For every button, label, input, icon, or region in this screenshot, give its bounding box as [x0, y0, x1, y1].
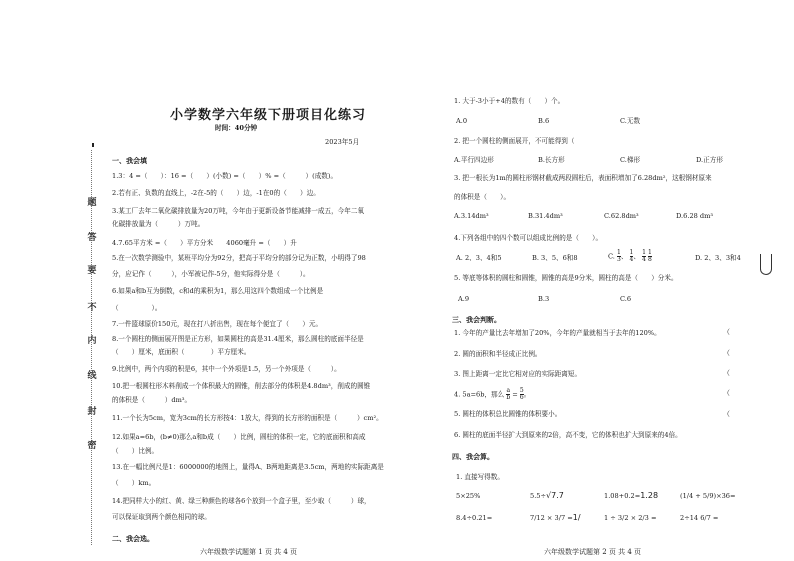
binding-char: 答: [87, 233, 97, 243]
answer-paren: （: [723, 389, 730, 397]
exam-title: 小学数学六年级下册项目化练习: [170, 108, 367, 123]
binding-char: 要: [87, 266, 97, 276]
option: C.无数: [620, 117, 641, 125]
choice-q4: 4.下列各组中的四个数可以组成比例的是（ ）。: [454, 234, 603, 242]
question-line: 的体积是（ ）dm³。: [112, 396, 192, 404]
answer-paren: （: [723, 349, 730, 357]
binding-line: [91, 150, 92, 545]
question-line: 12.如果a=6b，(b≠0)那么a和b成（ ）比例，圆柱的体积一定，它的底面积和高成: [112, 433, 366, 441]
question-line: 4.7.65平方米 =（ ）平方分米 4060毫升 =（ ）升: [112, 239, 297, 247]
scan-mark: [92, 143, 94, 147]
question-line: 5.在一次数学测验中，某班平均分为92分，把高于平均分的部分记为正数，小明得了98: [112, 254, 366, 262]
option-c: C. $\frac{1}{3}$ 、 $\frac{1}{4}$ 、 $\frac{1}{4}$ $\frac{1}{8}$: [608, 249, 652, 263]
exam-date: 2023年5月: [325, 138, 360, 146]
handwritten-answer: 1/: [572, 513, 581, 522]
question-line: 7.一件篮球原价150元，现在打八折出售，现在每个便宜了（ ）元。: [112, 320, 323, 328]
option: B.长方形: [538, 156, 565, 164]
option: A.9: [458, 295, 470, 303]
exam-time: 时间：40分钟: [215, 124, 258, 132]
pencil-mark: [760, 254, 772, 275]
calc-subtitle: 1. 直接写得数。: [456, 473, 504, 481]
binding-char: 密: [87, 441, 97, 451]
handwritten-answer: 1.28: [640, 491, 659, 500]
option: A. 2、3、4和5: [456, 254, 502, 262]
judge-item: 5. 圆柱的体积总比圆锥的体积要小。: [454, 410, 562, 418]
calc-item: 2÷14 6/7 =: [680, 514, 719, 522]
page-footer: 六年级数学试题第 2 页 共 4 页: [544, 548, 642, 556]
calc-item: 1 ÷ 3/2 × 2/3 =: [604, 514, 657, 522]
binding-char: 内: [87, 336, 97, 346]
option: B.3: [538, 295, 550, 303]
judge-item: 3. 图上距离一定比它相对应的实际距离短。: [454, 370, 582, 378]
choice-q5: 5. 等底等体积的圆柱和圆锥，圆锥的高是9分米，圆柱的高是（ ）分米。: [454, 274, 678, 282]
binding-char: 线: [87, 371, 97, 381]
option: B. 3、5、6和8: [532, 254, 578, 262]
calc-item: (1/4 + 5/9)×36=: [680, 492, 736, 500]
question-line: 3.某工厂去年二氧化碳排放量为20万吨，今年由于更新设备节能减排一成五，今年二氧: [112, 207, 365, 215]
answer-paren: （: [723, 410, 730, 418]
judge-item: 1. 今年的产量比去年增加了20%，今年的产量就相当于去年的120%。: [454, 329, 661, 337]
calc-item: 7/12 × 3/7 =1/: [530, 513, 581, 522]
question-line: 可以保证取到两个颜色相同的球。: [112, 513, 211, 521]
option: B.6: [538, 117, 550, 125]
question-line: （ ）厘米，底面积（ ）平方厘米。: [112, 348, 251, 356]
option: B.31.4dm³: [528, 212, 563, 220]
answer-paren: （: [723, 369, 730, 377]
option: C.62.8dm³: [604, 212, 639, 220]
question-line: （ ）。: [112, 304, 162, 312]
judge-item: 6. 圆柱的底面半径扩大到原来的2倍，高不变，它的体积也扩大到原来的4倍。: [454, 431, 682, 439]
section-fill-in: 一、我会填: [112, 156, 147, 165]
fraction: $\frac{1}{3}$: [617, 249, 621, 263]
fraction: $\frac{1}{4}$: [629, 249, 634, 263]
choice-q2: 2. 把一个圆柱的侧面展开，不可能得到（: [454, 137, 575, 145]
binding-char: 封: [87, 407, 97, 417]
question-line: 9.比例中，两个内项的积是6，其中一个外项是1.5，另一个外项是（ ）。: [112, 365, 341, 373]
question-line: 化碳排放量为（ ）万吨。: [112, 220, 205, 228]
judge-item: 2. 圆的面积和半径成正比例。: [454, 350, 542, 358]
option: A.0: [456, 117, 468, 125]
question-line: 分，应记作（ ），小军被记作-5分，他实际得分是（ ）。: [112, 270, 310, 278]
binding-char: 不: [87, 303, 97, 313]
handwritten-answer: √7.7: [546, 491, 564, 500]
option: D.6.28 dm³: [676, 212, 714, 220]
question-line: 8.一个圆柱的侧面展开图是正方形，如果圆柱的高是31.4厘米，那么圆柱的底面半径是: [112, 335, 364, 343]
judge-item-4: 4. 5a=6b，那么 $\frac{a}{b}$ = $\frac{5}{6}$ 。: [454, 387, 531, 401]
fraction: $\frac{a}{b}$: [506, 387, 511, 401]
page-footer: 六年级数学试题第 1 页 共 4 页: [200, 548, 298, 556]
question-line: 10.把一根圆柱形木料削成一个体积最大的圆锥，削去部分的体积是4.8dm³，削成的圆锥: [112, 382, 371, 390]
choice-q1: 1. 大于-3小于+4的数有（ ）个。: [454, 97, 565, 105]
question-line: （ ）km。: [112, 479, 156, 487]
question-line: 2.若有正、负数的直线上，-2在-5的（ ）边，-1在0的（ ）边。: [112, 189, 320, 197]
option: A.3.14dm³: [454, 212, 489, 220]
calc-item: 1.08+0.2=1.28: [604, 491, 659, 500]
question-line: （ ）比例。: [112, 447, 159, 455]
question-line: 6.如果a和b互为倒数，c和d的乘积为1，那么用这四个数组成一个比例是: [112, 287, 324, 295]
section-choice: 二、我会选。: [112, 534, 154, 543]
calc-item: 5.5÷√7.7: [530, 491, 564, 500]
answer-paren: （: [723, 328, 730, 336]
section-judge: 三、我会判断。: [452, 315, 501, 324]
calc-item: 5×25%: [456, 492, 481, 500]
binding-char: 题: [87, 198, 97, 208]
question-line: 14.把同样大小的红、黄、绿三种颜色的球各6个放到一个盒子里，至少取（ ）球，: [112, 497, 371, 505]
option: C.6: [620, 295, 632, 303]
option: C.梯形: [620, 156, 641, 164]
option: A.平行四边形: [454, 156, 494, 164]
section-calc: 四、我会算。: [452, 452, 494, 461]
calc-item: 8.4÷0.21=: [456, 514, 493, 522]
binding-margin: [84, 150, 102, 545]
fraction: $\frac{1}{4}$: [642, 249, 646, 263]
right-page: [440, 0, 794, 561]
question-line: 11.一个长为5cm，宽为3cm的长方形按4：1放大，得到的长方形的面积是（ ）cm²。: [112, 414, 383, 422]
option: D. 2、3、3和4: [695, 254, 741, 262]
choice-q3: 3. 把一根长为1m的圆柱形钢材截成两段圆柱后，表面积增加了6.28dm²，这根钢材原来: [454, 174, 712, 182]
fraction: $\frac{1}{8}$: [648, 249, 652, 263]
fraction: $\frac{5}{6}$: [519, 387, 524, 401]
option: D.正方形: [696, 156, 723, 164]
choice-q3-cont: 的体积是（ ）。: [454, 193, 511, 201]
question-line: 13.在一幅比例尺是1：6000000的地图上，量得A、B两地距离是3.5cm，两地的实际距离是: [112, 463, 384, 471]
question-line: 1.3：4 =（ ）：16 =（ ）(小数) =（ ）% =（ ）(成数)。: [112, 172, 338, 180]
